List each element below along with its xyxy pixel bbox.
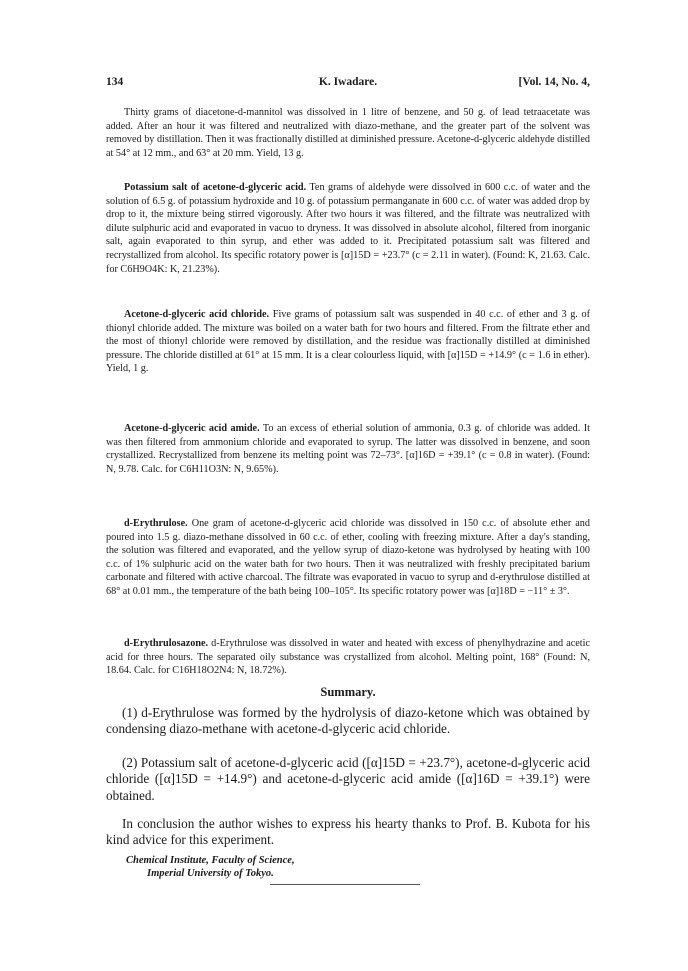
paragraph-body: To an excess of etherial solution of ammonia, 0.3 g. of chloride was added. It was then filtered from ammonium chloride and evaporated to syrup. The latter was dissolved in benzene, and soon crystallized. Recrystallized from benzene its melting point was 72–73°. [α]16D = +39.1° (c = 0.8 in water). (Found: N, 9.78. Calc. for C6H11O3N: N, 9.65%).	[106, 423, 590, 475]
paragraph-potassium-salt	[106, 181, 590, 276]
section-heading: Acetone-d-glyceric acid chloride.	[124, 309, 270, 320]
affiliation	[126, 854, 295, 880]
summary-item-2	[106, 755, 590, 804]
paragraph-aldehyde-prep	[106, 106, 590, 160]
page-number: 134	[106, 76, 124, 88]
acknowledgement	[106, 816, 590, 849]
paragraph-body: d-Erythrulose was dissolved in water and heated with excess of phenylhydrazine and acetic acid for three hours. The separated oily substance was crystallized from alcohol. Melting point, 168° (Found: N, 18.64. Calc. for C16H18O2N4: N, 18.72%).	[106, 638, 590, 677]
paragraph-text	[106, 517, 590, 599]
paragraph-acid-chloride	[106, 308, 590, 376]
summary-heading: Summary.	[320, 685, 376, 699]
paragraph-erythrulose	[106, 517, 590, 599]
paragraph-text: Thirty grams of diacetone-d-mannitol was dissolved in 1 litre of benzene, and 50 g. of lead tetraacetate was added. After an hour it was filtered and neutralized with diazo-methane, and the greater part of the solvent was removed by distillation. Then it was fractionally distilled at diminished pressure. Acetone-d-glyceric aldehyde distilled at 54° at 12 mm., and 63° at 20 mm. Yield, 13 g.	[106, 107, 590, 159]
paragraph-body: One gram of acetone-d-glyceric acid chloride was dissolved in 150 c.c. of absolute ether and poured into 1.5 g. diazo-methane dissolved in 60 c.c. of ether, cooling with freezing mixture. After a day's standing, the solution was filtered and evaporated, and the yellow syrup of diazo-ketone was hydrolysed by heating with 100 c.c. of 1% sulphuric acid on the water bath for two hours. Then it was neutralized with freshly precipitated barium carbonate and filtered with active charcoal. The filtrate was evaporated in vacuo to syrup and d-erythrulose distilled at 68° at 0.01 mm., the temperature of the bath being 100–105°. Its specific rotatory power was [α]18D = −11° ± 3°.	[106, 518, 590, 597]
acknowledgement-text: In conclusion the author wishes to express his hearty thanks to Prof. B. Kubota for his kind advice for this experiment.	[106, 816, 590, 848]
affiliation-line-1: Chemical Institute, Faculty of Science,	[126, 855, 295, 866]
end-rule	[270, 884, 420, 885]
paragraph-text	[106, 422, 590, 476]
summary-text: (1) d-Erythrulose was formed by the hydrolysis of diazo-ketone which was obtained by condensing diazo-methane with acetone-d-glyceric acid chloride.	[106, 705, 590, 737]
running-header	[106, 76, 590, 92]
volume-info: [Vol. 14, No. 4,	[518, 76, 590, 88]
paragraph-text	[106, 637, 590, 678]
section-heading: d-Erythrulosazone.	[124, 638, 209, 649]
paragraph-body: Ten grams of aldehyde were dissolved in 600 c.c. of water and the solution of 6.5 g. of potassium hydroxide and 10 g. of potassium permanganate in 600 c.c. of water was added drop by drop to it, the mixture being stirred vigorously. After two hours it was filtered, and the filtrate was neutralized with dilute sulphuric acid and evaporated in vacuo to dryness. It was dissolved in absolute alcohol, filtered from inorganic salt, again evaporated to thin syrup, and ether was added to it. Precipitated potassium salt was filtered and recrystallized from alcohol. Its specific rotatory power is [α]15D = +23.7° (c = 2.11 in water). (Found: K, 21.63. Calc. for C6H9O4K: K, 21.23%).	[106, 182, 590, 275]
paragraph-text	[106, 181, 590, 276]
running-author: K. Iwadare.	[318, 76, 378, 88]
paragraph-acid-amide	[106, 422, 590, 476]
affiliation-line-2: Imperial University of Tokyo.	[147, 868, 274, 879]
paragraph-erythrulosazone	[106, 637, 590, 678]
summary-text: (2) Potassium salt of acetone-d-glyceric acid ([α]15D = +23.7°), acetone-d-glyceric acid chloride ([α]15D = +14.9°) and acetone-d-glyceric acid amide ([α]16D = +39.1°) were obtained.	[106, 755, 590, 803]
section-heading: Potassium salt of acetone-d-glyceric acid.	[124, 182, 307, 193]
paragraph-text	[106, 308, 590, 376]
section-heading: Acetone-d-glyceric acid amide.	[124, 423, 260, 434]
section-heading: d-Erythrulose.	[124, 518, 188, 529]
paragraph-body: Five grams of potassium salt was suspended in 40 c.c. of ether and 3 g. of thionyl chloride added. The mixture was boiled on a water bath for two hours and filtered. From the filtrate ether and the most of thionyl chloride were removed by distillation, and the residue was fractionally distilled at diminished pressure. The chloride distilled at 61° at 15 mm. It is a clear colourless liquid, with [α]15D = +14.9° (c = 1.6 in ether). Yield, 1 g.	[106, 309, 590, 375]
summary-item-1	[106, 705, 590, 738]
